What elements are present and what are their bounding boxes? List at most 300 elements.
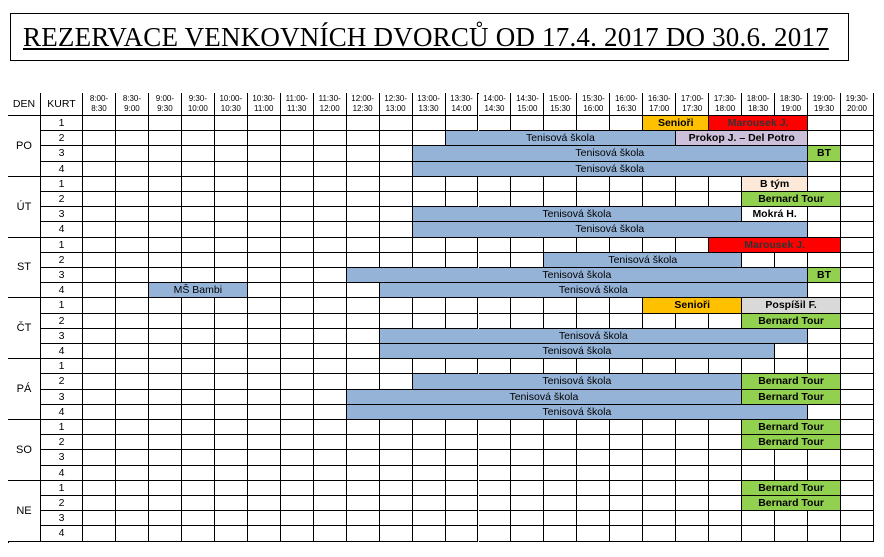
slot-cell[interactable] bbox=[116, 162, 149, 177]
slot-cell[interactable] bbox=[676, 450, 709, 465]
slot-cell[interactable] bbox=[544, 314, 577, 329]
slot-cell[interactable] bbox=[643, 496, 676, 511]
slot-cell[interactable] bbox=[610, 314, 643, 329]
slot-cell[interactable] bbox=[511, 177, 544, 192]
slot-cell[interactable] bbox=[281, 374, 314, 389]
slot-cell[interactable] bbox=[248, 496, 281, 511]
slot-cell[interactable] bbox=[149, 344, 182, 359]
slot-cell[interactable] bbox=[479, 314, 512, 329]
slot-cell[interactable] bbox=[149, 329, 182, 344]
slot-cell[interactable] bbox=[215, 131, 248, 146]
slot-cell[interactable] bbox=[742, 466, 775, 481]
slot-cell[interactable] bbox=[413, 466, 446, 481]
slot-cell[interactable] bbox=[281, 466, 314, 481]
slot-cell[interactable] bbox=[841, 298, 874, 313]
slot-cell[interactable] bbox=[808, 450, 841, 465]
slot-cell[interactable] bbox=[314, 283, 347, 298]
slot-cell[interactable] bbox=[808, 162, 841, 177]
slot-cell[interactable] bbox=[182, 420, 215, 435]
slot-cell[interactable] bbox=[511, 359, 544, 374]
slot-cell[interactable] bbox=[413, 435, 446, 450]
slot-cell[interactable] bbox=[215, 222, 248, 237]
slot-cell[interactable] bbox=[281, 116, 314, 131]
slot-cell[interactable] bbox=[314, 238, 347, 253]
slot-cell[interactable] bbox=[281, 450, 314, 465]
slot-cell[interactable] bbox=[215, 162, 248, 177]
slot-cell[interactable] bbox=[149, 526, 182, 541]
slot-cell[interactable] bbox=[314, 481, 347, 496]
slot-cell[interactable] bbox=[347, 481, 380, 496]
slot-cell[interactable] bbox=[479, 511, 512, 526]
slot-cell[interactable] bbox=[479, 420, 512, 435]
slot-cell[interactable] bbox=[808, 405, 841, 420]
slot-cell[interactable] bbox=[248, 222, 281, 237]
slot-cell[interactable] bbox=[116, 131, 149, 146]
slot-cell[interactable] bbox=[577, 420, 610, 435]
slot-cell[interactable] bbox=[544, 511, 577, 526]
slot-cell[interactable] bbox=[841, 511, 874, 526]
booking-block[interactable]: Bernard Tour bbox=[742, 420, 841, 435]
slot-cell[interactable] bbox=[775, 344, 808, 359]
slot-cell[interactable] bbox=[446, 253, 479, 268]
slot-cell[interactable] bbox=[577, 238, 610, 253]
slot-cell[interactable] bbox=[577, 116, 610, 131]
slot-cell[interactable] bbox=[248, 314, 281, 329]
slot-cell[interactable] bbox=[215, 526, 248, 541]
slot-cell[interactable] bbox=[215, 207, 248, 222]
slot-cell[interactable] bbox=[841, 481, 874, 496]
slot-cell[interactable] bbox=[577, 314, 610, 329]
slot-cell[interactable] bbox=[215, 405, 248, 420]
booking-block[interactable]: B tým bbox=[742, 177, 808, 192]
slot-cell[interactable] bbox=[610, 116, 643, 131]
slot-cell[interactable] bbox=[347, 162, 380, 177]
slot-cell[interactable] bbox=[116, 268, 149, 283]
slot-cell[interactable] bbox=[281, 253, 314, 268]
slot-cell[interactable] bbox=[281, 390, 314, 405]
slot-cell[interactable] bbox=[544, 298, 577, 313]
slot-cell[interactable] bbox=[347, 420, 380, 435]
slot-cell[interactable] bbox=[610, 420, 643, 435]
booking-block[interactable]: Tenisová škola bbox=[347, 268, 808, 283]
slot-cell[interactable] bbox=[149, 116, 182, 131]
slot-cell[interactable] bbox=[149, 177, 182, 192]
slot-cell[interactable] bbox=[281, 496, 314, 511]
slot-cell[interactable] bbox=[215, 481, 248, 496]
slot-cell[interactable] bbox=[808, 131, 841, 146]
slot-cell[interactable] bbox=[808, 359, 841, 374]
slot-cell[interactable] bbox=[709, 359, 742, 374]
slot-cell[interactable] bbox=[215, 344, 248, 359]
slot-cell[interactable] bbox=[116, 329, 149, 344]
slot-cell[interactable] bbox=[413, 450, 446, 465]
slot-cell[interactable] bbox=[446, 177, 479, 192]
slot-cell[interactable] bbox=[841, 526, 874, 541]
slot-cell[interactable] bbox=[841, 253, 874, 268]
slot-cell[interactable] bbox=[610, 481, 643, 496]
slot-cell[interactable] bbox=[149, 359, 182, 374]
slot-cell[interactable] bbox=[182, 374, 215, 389]
slot-cell[interactable] bbox=[149, 162, 182, 177]
slot-cell[interactable] bbox=[314, 511, 347, 526]
slot-cell[interactable] bbox=[314, 496, 347, 511]
slot-cell[interactable] bbox=[149, 374, 182, 389]
slot-cell[interactable] bbox=[808, 283, 841, 298]
slot-cell[interactable] bbox=[446, 511, 479, 526]
slot-cell[interactable] bbox=[281, 131, 314, 146]
slot-cell[interactable] bbox=[281, 526, 314, 541]
booking-block[interactable]: Prokop J. – Del Potro bbox=[676, 131, 808, 146]
slot-cell[interactable] bbox=[544, 238, 577, 253]
slot-cell[interactable] bbox=[742, 253, 775, 268]
slot-cell[interactable] bbox=[544, 526, 577, 541]
slot-cell[interactable] bbox=[281, 192, 314, 207]
slot-cell[interactable] bbox=[643, 526, 676, 541]
slot-cell[interactable] bbox=[610, 526, 643, 541]
slot-cell[interactable] bbox=[149, 435, 182, 450]
slot-cell[interactable] bbox=[248, 238, 281, 253]
slot-cell[interactable] bbox=[841, 405, 874, 420]
slot-cell[interactable] bbox=[380, 420, 413, 435]
slot-cell[interactable] bbox=[380, 450, 413, 465]
booking-block[interactable]: Bernard Tour bbox=[742, 390, 841, 405]
slot-cell[interactable] bbox=[281, 359, 314, 374]
slot-cell[interactable] bbox=[248, 192, 281, 207]
slot-cell[interactable] bbox=[347, 207, 380, 222]
slot-cell[interactable] bbox=[709, 435, 742, 450]
slot-cell[interactable] bbox=[347, 131, 380, 146]
slot-cell[interactable] bbox=[808, 329, 841, 344]
slot-cell[interactable] bbox=[182, 162, 215, 177]
slot-cell[interactable] bbox=[511, 420, 544, 435]
slot-cell[interactable] bbox=[709, 511, 742, 526]
slot-cell[interactable] bbox=[215, 496, 248, 511]
booking-block[interactable]: Marousek J. bbox=[709, 116, 808, 131]
slot-cell[interactable] bbox=[841, 116, 874, 131]
slot-cell[interactable] bbox=[413, 526, 446, 541]
slot-cell[interactable] bbox=[248, 405, 281, 420]
slot-cell[interactable] bbox=[446, 359, 479, 374]
slot-cell[interactable] bbox=[446, 116, 479, 131]
booking-block[interactable]: Senioři bbox=[643, 298, 742, 313]
slot-cell[interactable] bbox=[182, 450, 215, 465]
slot-cell[interactable] bbox=[841, 222, 874, 237]
slot-cell[interactable] bbox=[347, 283, 380, 298]
slot-cell[interactable] bbox=[841, 268, 874, 283]
slot-cell[interactable] bbox=[83, 314, 116, 329]
slot-cell[interactable] bbox=[676, 192, 709, 207]
slot-cell[interactable] bbox=[248, 329, 281, 344]
slot-cell[interactable] bbox=[149, 496, 182, 511]
slot-cell[interactable] bbox=[314, 405, 347, 420]
slot-cell[interactable] bbox=[116, 374, 149, 389]
slot-cell[interactable] bbox=[643, 420, 676, 435]
slot-cell[interactable] bbox=[314, 435, 347, 450]
slot-cell[interactable] bbox=[511, 481, 544, 496]
slot-cell[interactable] bbox=[709, 496, 742, 511]
slot-cell[interactable] bbox=[116, 298, 149, 313]
slot-cell[interactable] bbox=[479, 481, 512, 496]
slot-cell[interactable] bbox=[182, 146, 215, 161]
slot-cell[interactable] bbox=[347, 146, 380, 161]
slot-cell[interactable] bbox=[676, 238, 709, 253]
slot-cell[interactable] bbox=[248, 283, 281, 298]
slot-cell[interactable] bbox=[248, 359, 281, 374]
slot-cell[interactable] bbox=[511, 526, 544, 541]
slot-cell[interactable] bbox=[182, 496, 215, 511]
slot-cell[interactable] bbox=[116, 466, 149, 481]
slot-cell[interactable] bbox=[248, 116, 281, 131]
slot-cell[interactable] bbox=[116, 435, 149, 450]
slot-cell[interactable] bbox=[841, 238, 874, 253]
slot-cell[interactable] bbox=[643, 511, 676, 526]
slot-cell[interactable] bbox=[116, 116, 149, 131]
slot-cell[interactable] bbox=[841, 374, 874, 389]
slot-cell[interactable] bbox=[544, 116, 577, 131]
slot-cell[interactable] bbox=[83, 526, 116, 541]
slot-cell[interactable] bbox=[116, 283, 149, 298]
slot-cell[interactable] bbox=[281, 511, 314, 526]
slot-cell[interactable] bbox=[479, 238, 512, 253]
slot-cell[interactable] bbox=[808, 344, 841, 359]
slot-cell[interactable] bbox=[511, 192, 544, 207]
slot-cell[interactable] bbox=[413, 298, 446, 313]
slot-cell[interactable] bbox=[182, 222, 215, 237]
booking-block[interactable]: Senioři bbox=[643, 116, 709, 131]
slot-cell[interactable] bbox=[182, 116, 215, 131]
slot-cell[interactable] bbox=[709, 177, 742, 192]
slot-cell[interactable] bbox=[314, 420, 347, 435]
slot-cell[interactable] bbox=[314, 207, 347, 222]
slot-cell[interactable] bbox=[248, 420, 281, 435]
slot-cell[interactable] bbox=[281, 162, 314, 177]
slot-cell[interactable] bbox=[83, 253, 116, 268]
slot-cell[interactable] bbox=[281, 177, 314, 192]
slot-cell[interactable] bbox=[83, 298, 116, 313]
booking-block[interactable]: Bernard Tour bbox=[742, 374, 841, 389]
slot-cell[interactable] bbox=[182, 359, 215, 374]
booking-block[interactable]: Tenisová škola bbox=[413, 222, 809, 237]
slot-cell[interactable] bbox=[841, 329, 874, 344]
slot-cell[interactable] bbox=[281, 222, 314, 237]
slot-cell[interactable] bbox=[83, 405, 116, 420]
slot-cell[interactable] bbox=[380, 162, 413, 177]
slot-cell[interactable] bbox=[610, 511, 643, 526]
slot-cell[interactable] bbox=[314, 146, 347, 161]
slot-cell[interactable] bbox=[610, 192, 643, 207]
slot-cell[interactable] bbox=[215, 466, 248, 481]
slot-cell[interactable] bbox=[347, 314, 380, 329]
slot-cell[interactable] bbox=[347, 222, 380, 237]
slot-cell[interactable] bbox=[116, 344, 149, 359]
slot-cell[interactable] bbox=[775, 359, 808, 374]
slot-cell[interactable] bbox=[248, 435, 281, 450]
slot-cell[interactable] bbox=[413, 177, 446, 192]
slot-cell[interactable] bbox=[314, 192, 347, 207]
slot-cell[interactable] bbox=[248, 162, 281, 177]
slot-cell[interactable] bbox=[347, 374, 380, 389]
slot-cell[interactable] bbox=[149, 131, 182, 146]
slot-cell[interactable] bbox=[248, 131, 281, 146]
slot-cell[interactable] bbox=[281, 238, 314, 253]
slot-cell[interactable] bbox=[248, 511, 281, 526]
slot-cell[interactable] bbox=[577, 435, 610, 450]
slot-cell[interactable] bbox=[215, 374, 248, 389]
booking-block[interactable]: Tenisová škola bbox=[413, 374, 743, 389]
slot-cell[interactable] bbox=[83, 162, 116, 177]
slot-cell[interactable] bbox=[643, 314, 676, 329]
slot-cell[interactable] bbox=[182, 466, 215, 481]
slot-cell[interactable] bbox=[676, 466, 709, 481]
slot-cell[interactable] bbox=[643, 435, 676, 450]
slot-cell[interactable] bbox=[413, 314, 446, 329]
slot-cell[interactable] bbox=[281, 268, 314, 283]
slot-cell[interactable] bbox=[83, 283, 116, 298]
slot-cell[interactable] bbox=[116, 405, 149, 420]
slot-cell[interactable] bbox=[215, 511, 248, 526]
slot-cell[interactable] bbox=[281, 207, 314, 222]
slot-cell[interactable] bbox=[676, 435, 709, 450]
slot-cell[interactable] bbox=[577, 359, 610, 374]
slot-cell[interactable] bbox=[479, 177, 512, 192]
slot-cell[interactable] bbox=[841, 131, 874, 146]
slot-cell[interactable] bbox=[116, 420, 149, 435]
slot-cell[interactable] bbox=[676, 359, 709, 374]
slot-cell[interactable] bbox=[182, 268, 215, 283]
slot-cell[interactable] bbox=[116, 390, 149, 405]
slot-cell[interactable] bbox=[841, 450, 874, 465]
slot-cell[interactable] bbox=[808, 222, 841, 237]
slot-cell[interactable] bbox=[182, 405, 215, 420]
slot-cell[interactable] bbox=[380, 131, 413, 146]
slot-cell[interactable] bbox=[479, 496, 512, 511]
slot-cell[interactable] bbox=[511, 298, 544, 313]
slot-cell[interactable] bbox=[347, 435, 380, 450]
slot-cell[interactable] bbox=[446, 420, 479, 435]
booking-block[interactable]: Bernard Tour bbox=[742, 435, 841, 450]
slot-cell[interactable] bbox=[610, 359, 643, 374]
slot-cell[interactable] bbox=[709, 314, 742, 329]
slot-cell[interactable] bbox=[380, 496, 413, 511]
slot-cell[interactable] bbox=[577, 496, 610, 511]
slot-cell[interactable] bbox=[149, 192, 182, 207]
slot-cell[interactable] bbox=[182, 253, 215, 268]
slot-cell[interactable] bbox=[83, 238, 116, 253]
slot-cell[interactable] bbox=[347, 344, 380, 359]
slot-cell[interactable] bbox=[248, 207, 281, 222]
booking-block[interactable]: Tenisová škola bbox=[380, 329, 808, 344]
slot-cell[interactable] bbox=[248, 146, 281, 161]
slot-cell[interactable] bbox=[841, 359, 874, 374]
slot-cell[interactable] bbox=[215, 268, 248, 283]
slot-cell[interactable] bbox=[577, 192, 610, 207]
slot-cell[interactable] bbox=[577, 526, 610, 541]
slot-cell[interactable] bbox=[281, 314, 314, 329]
slot-cell[interactable] bbox=[446, 526, 479, 541]
slot-cell[interactable] bbox=[248, 177, 281, 192]
slot-cell[interactable] bbox=[215, 450, 248, 465]
slot-cell[interactable] bbox=[808, 116, 841, 131]
slot-cell[interactable] bbox=[215, 420, 248, 435]
slot-cell[interactable] bbox=[116, 511, 149, 526]
slot-cell[interactable] bbox=[149, 298, 182, 313]
slot-cell[interactable] bbox=[511, 116, 544, 131]
slot-cell[interactable] bbox=[577, 511, 610, 526]
slot-cell[interactable] bbox=[116, 192, 149, 207]
slot-cell[interactable] bbox=[841, 496, 874, 511]
slot-cell[interactable] bbox=[149, 253, 182, 268]
slot-cell[interactable] bbox=[511, 314, 544, 329]
slot-cell[interactable] bbox=[83, 390, 116, 405]
slot-cell[interactable] bbox=[643, 450, 676, 465]
slot-cell[interactable] bbox=[380, 466, 413, 481]
slot-cell[interactable] bbox=[83, 359, 116, 374]
slot-cell[interactable] bbox=[347, 192, 380, 207]
slot-cell[interactable] bbox=[83, 481, 116, 496]
slot-cell[interactable] bbox=[347, 329, 380, 344]
slot-cell[interactable] bbox=[511, 435, 544, 450]
slot-cell[interactable] bbox=[841, 466, 874, 481]
slot-cell[interactable] bbox=[281, 435, 314, 450]
slot-cell[interactable] bbox=[248, 466, 281, 481]
slot-cell[interactable] bbox=[281, 420, 314, 435]
slot-cell[interactable] bbox=[808, 253, 841, 268]
slot-cell[interactable] bbox=[841, 146, 874, 161]
slot-cell[interactable] bbox=[841, 435, 874, 450]
slot-cell[interactable] bbox=[83, 131, 116, 146]
booking-block[interactable]: Marousek J. bbox=[709, 238, 841, 253]
slot-cell[interactable] bbox=[380, 253, 413, 268]
slot-cell[interactable] bbox=[446, 298, 479, 313]
booking-block[interactable]: Tenisová škola bbox=[413, 207, 743, 222]
slot-cell[interactable] bbox=[83, 435, 116, 450]
slot-cell[interactable] bbox=[83, 192, 116, 207]
slot-cell[interactable] bbox=[149, 207, 182, 222]
slot-cell[interactable] bbox=[841, 283, 874, 298]
slot-cell[interactable] bbox=[841, 207, 874, 222]
booking-block[interactable]: Bernard Tour bbox=[742, 314, 841, 329]
slot-cell[interactable] bbox=[709, 450, 742, 465]
slot-cell[interactable] bbox=[83, 420, 116, 435]
slot-cell[interactable] bbox=[479, 116, 512, 131]
slot-cell[interactable] bbox=[610, 466, 643, 481]
slot-cell[interactable] bbox=[643, 359, 676, 374]
slot-cell[interactable] bbox=[446, 450, 479, 465]
booking-block[interactable]: Tenisová škola bbox=[380, 283, 808, 298]
slot-cell[interactable] bbox=[149, 481, 182, 496]
slot-cell[interactable] bbox=[544, 192, 577, 207]
slot-cell[interactable] bbox=[182, 344, 215, 359]
slot-cell[interactable] bbox=[347, 511, 380, 526]
slot-cell[interactable] bbox=[314, 450, 347, 465]
slot-cell[interactable] bbox=[248, 481, 281, 496]
slot-cell[interactable] bbox=[841, 162, 874, 177]
slot-cell[interactable] bbox=[281, 298, 314, 313]
slot-cell[interactable] bbox=[380, 116, 413, 131]
slot-cell[interactable] bbox=[413, 481, 446, 496]
slot-cell[interactable] bbox=[709, 481, 742, 496]
booking-block[interactable]: BT bbox=[808, 146, 841, 161]
slot-cell[interactable] bbox=[610, 298, 643, 313]
slot-cell[interactable] bbox=[83, 268, 116, 283]
slot-cell[interactable] bbox=[380, 222, 413, 237]
booking-block[interactable]: Tenisová škola bbox=[380, 344, 776, 359]
slot-cell[interactable] bbox=[83, 466, 116, 481]
slot-cell[interactable] bbox=[511, 466, 544, 481]
slot-cell[interactable] bbox=[808, 466, 841, 481]
booking-block[interactable]: Tenisová škola bbox=[544, 253, 742, 268]
slot-cell[interactable] bbox=[116, 481, 149, 496]
